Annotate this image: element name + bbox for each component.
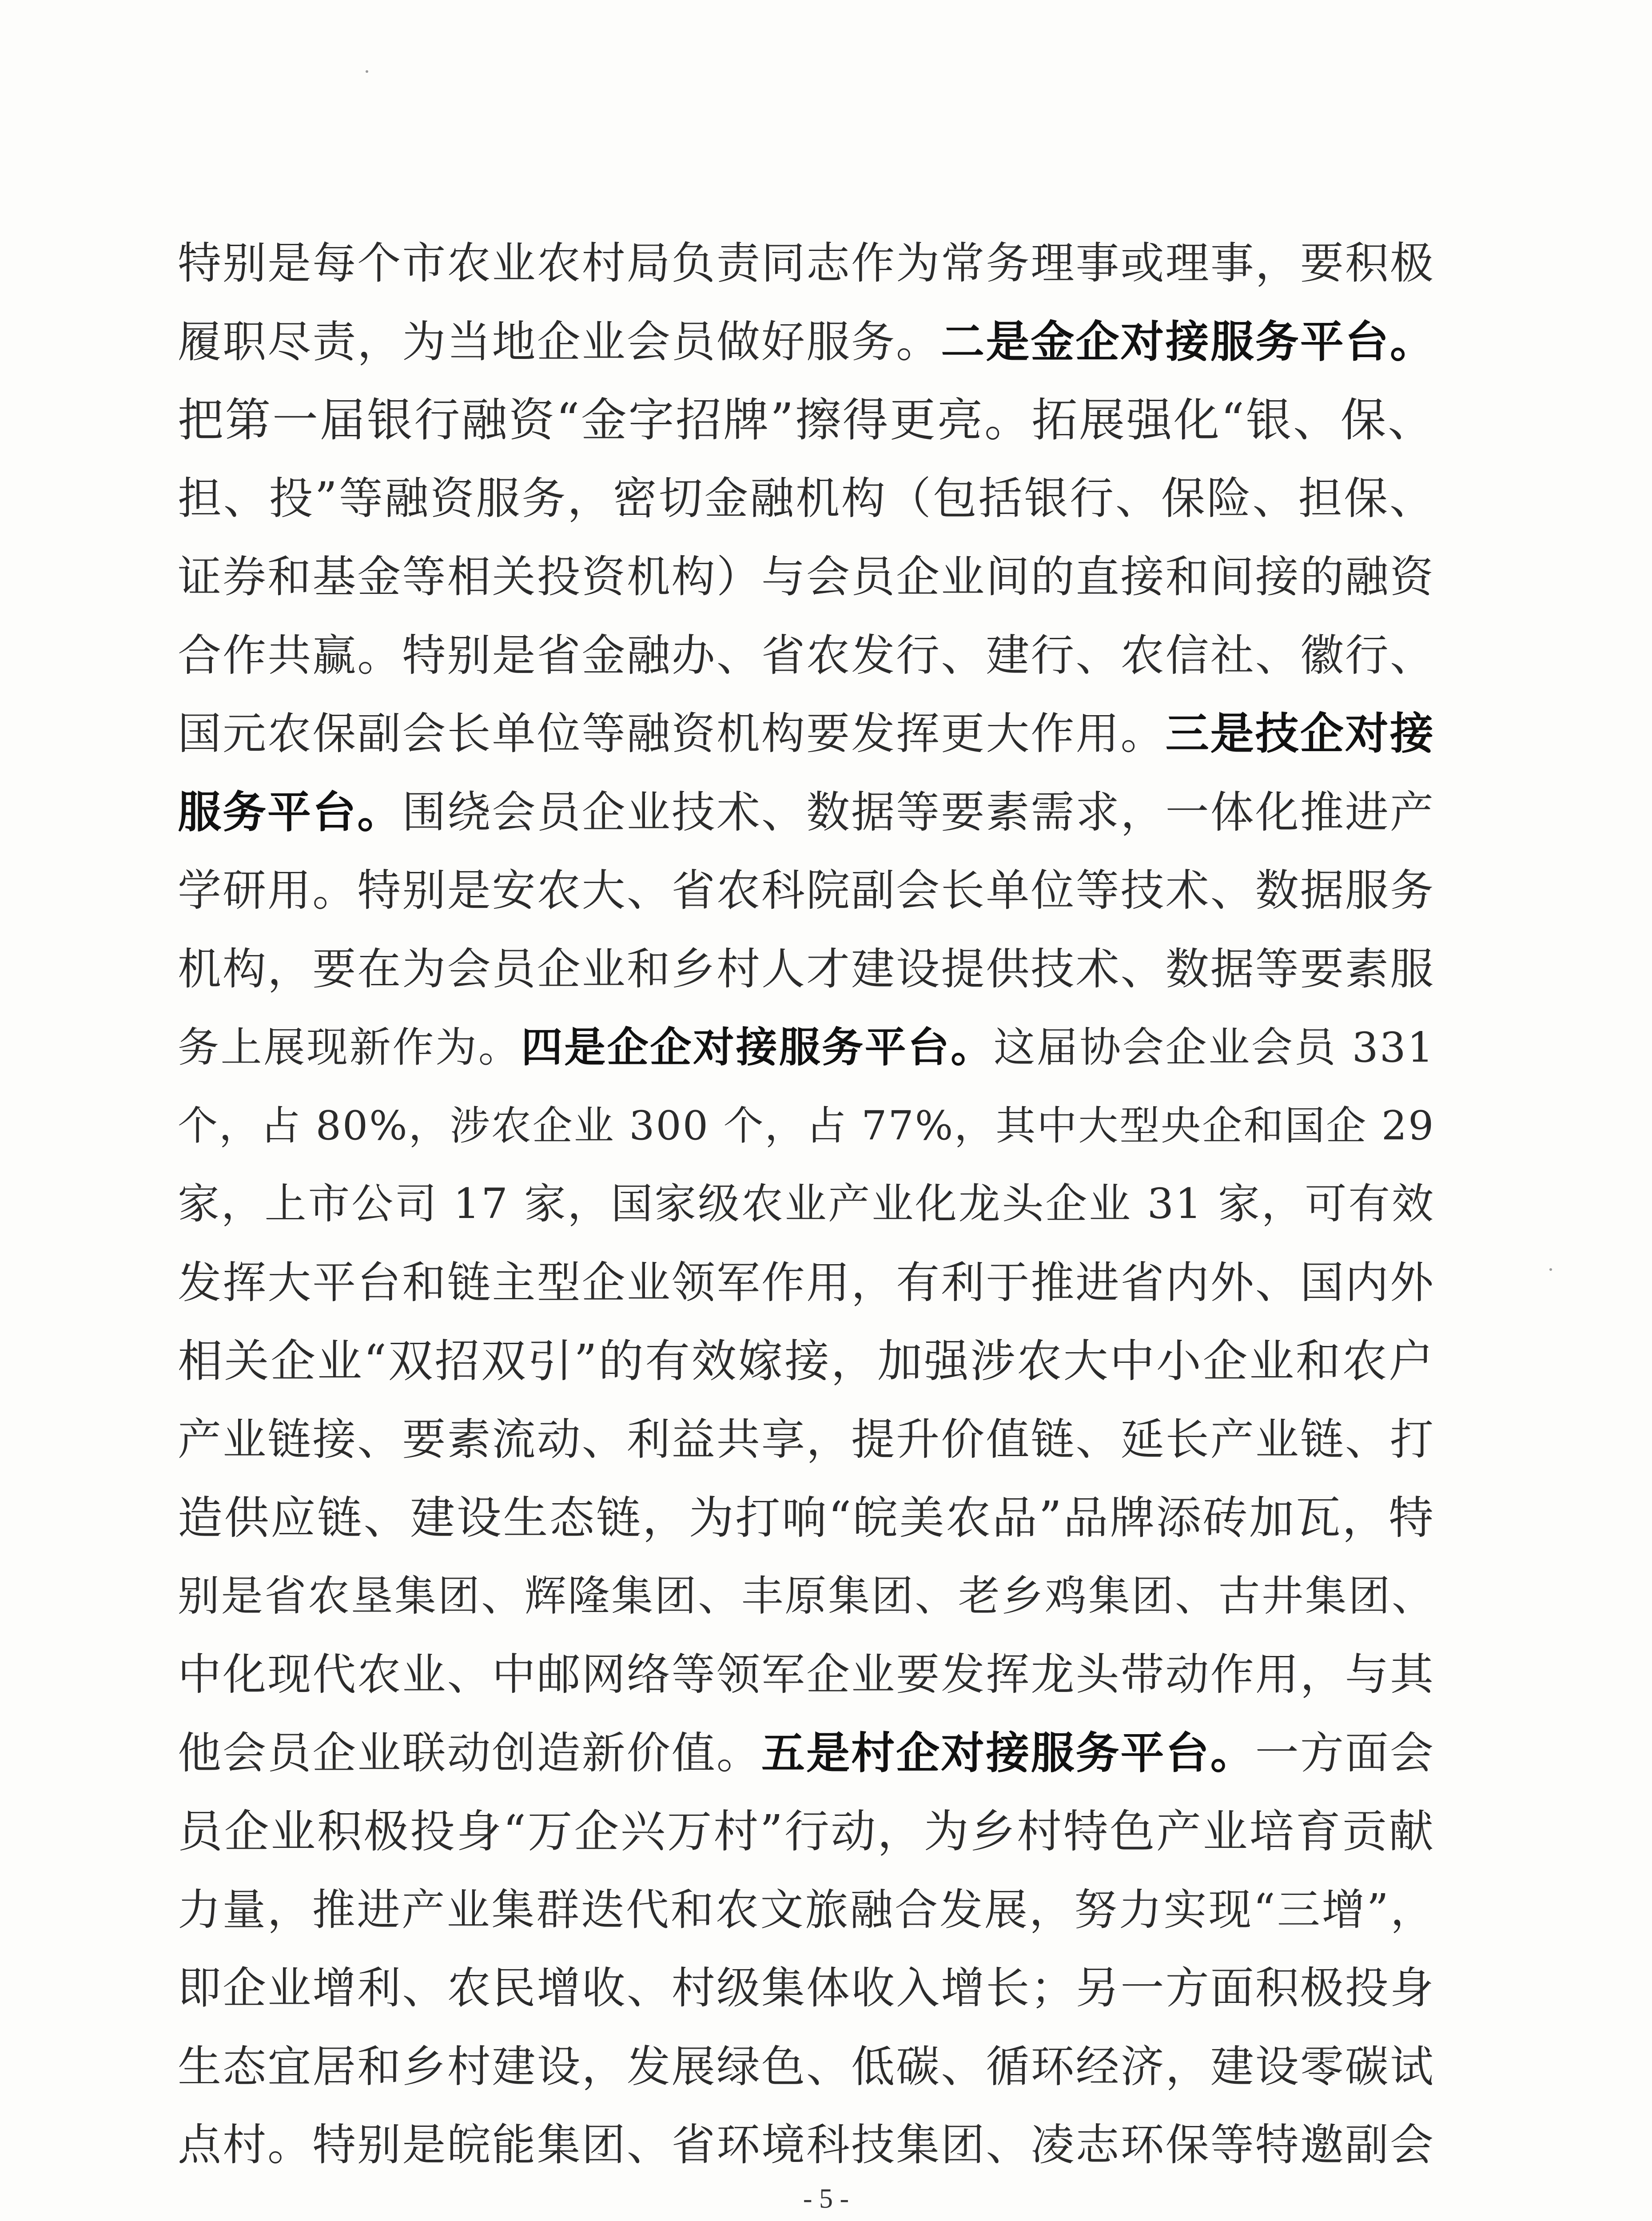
text-line (178, 1949, 1435, 2028)
text-line (178, 773, 1435, 852)
text-segment: 一方面会 (1255, 1727, 1435, 1779)
text-line (178, 460, 1435, 538)
text-line (178, 1636, 1435, 1714)
text-line (178, 2106, 1435, 2185)
bold-heading-segment: 服务平台。 (178, 787, 402, 838)
text-line (178, 1714, 1435, 1793)
text-line (178, 617, 1435, 695)
text-line (178, 224, 1435, 303)
text-segment: 履职尽责，为当地企业会员做好服务。 (178, 316, 941, 367)
text-segment: 点村。特别是皖能集团、省环境科技集团、凌志环保等特邀副会 (178, 2120, 1435, 2170)
text-line (178, 2028, 1435, 2106)
body-text (178, 224, 1435, 2185)
text-segment: 特别是每个市农业农村局负责同志作为常务理事或理事，要积极 (178, 238, 1435, 289)
text-line (178, 1165, 1435, 1244)
text-segment: 国元农保副会长单位等融资机构要发挥更大作用。 (178, 708, 1166, 759)
text-line (178, 1401, 1435, 1479)
text-segment: 把第一届银行融资“金字招牌”擦得更亮。拓展强化“银、保、 (178, 394, 1435, 447)
bold-heading-segment: 二是金企对接服务平台。 (941, 316, 1435, 367)
text-segment: 他会员企业联动创造新价值。 (178, 1727, 761, 1779)
text-segment: 机构，要在为会员企业和乡村人才建设提供技术、数据等要素服 (178, 943, 1435, 995)
text-segment: 造供应链、建设生态链，为打响“皖美农品”品牌添砖加瓦，特 (178, 1492, 1435, 1544)
text-segment: 产业链接、要素流动、利益共享，提升价值链、延长产业链、打 (178, 1414, 1435, 1465)
text-segment: 这届协会企业会员 331 (993, 1023, 1435, 1071)
text-segment: 别是省农垦集团、辉隆集团、丰原集团、老乡鸡集团、古井集团、 (178, 1572, 1435, 1620)
text-line (178, 852, 1435, 930)
page-number: - 5 - (803, 2184, 849, 2214)
text-segment: 个，占 80%，涉农企业 300 个，占 77%，其中大型央企和国企 29 (178, 1102, 1435, 1149)
text-segment: 围绕会员企业技术、数据等要素需求，一体化推进产 (402, 787, 1435, 838)
text-segment: 学研用。特别是安农大、省农科院副会长单位等技术、数据服务 (178, 865, 1435, 916)
text-segment: 中化现代农业、中邮网络等领军企业要发挥龙头带动作用，与其 (178, 1649, 1435, 1700)
text-segment: 生态宜居和乡村建设，发展绿色、低碳、循环经济，建设零碳试 (178, 2041, 1435, 2092)
text-line (178, 1244, 1435, 1322)
text-segment: 力量，推进产业集群迭代和农文旅融合发展，努力实现“三增”， (178, 1884, 1435, 1935)
text-line (178, 538, 1435, 617)
scan-speck (1549, 1268, 1552, 1271)
text-segment: 合作共赢。特别是省金融办、省农发行、建行、农信社、徽行、 (178, 630, 1435, 681)
bold-heading-segment: 四是企企对接服务平台。 (521, 1023, 994, 1071)
text-line (178, 1322, 1435, 1401)
text-line (178, 1871, 1435, 1950)
text-line (178, 930, 1435, 1009)
text-segment: 务上展现新作为。 (178, 1023, 521, 1071)
text-segment: 担、投”等融资服务，密切金融机构（包括银行、保险、担保、 (178, 473, 1435, 524)
text-line (178, 303, 1435, 382)
bold-heading-segment: 五是村企对接服务平台。 (761, 1727, 1255, 1779)
text-segment: 家，上市公司 17 家，国家级农业产业化龙头企业 31 家，可有效 (178, 1180, 1435, 1228)
text-line (178, 1557, 1435, 1636)
bold-heading-segment: 三是技企对接 (1165, 708, 1435, 759)
text-segment: 证券和基金等相关投资机构）与会员企业间的直接和间接的融资 (178, 552, 1435, 602)
text-line (178, 695, 1435, 773)
text-segment: 相关企业“双招双引”的有效嫁接，加强涉农大中小企业和农户 (178, 1335, 1435, 1387)
text-line (178, 1479, 1435, 1557)
text-segment: 即企业增利、农民增收、村级集体收入增长；另一方面积极投身 (178, 1963, 1435, 2014)
text-segment: 发挥大平台和链主型企业领军作用，有利于推进省内外、国内外 (178, 1257, 1435, 1308)
text-line (178, 1008, 1435, 1087)
text-segment: 员企业积极投身“万企兴万村”行动，为乡村特色产业培育贡献 (178, 1805, 1435, 1858)
text-line (178, 1792, 1435, 1871)
text-line (178, 381, 1435, 460)
text-line (178, 1087, 1435, 1166)
scan-speck (366, 70, 368, 73)
